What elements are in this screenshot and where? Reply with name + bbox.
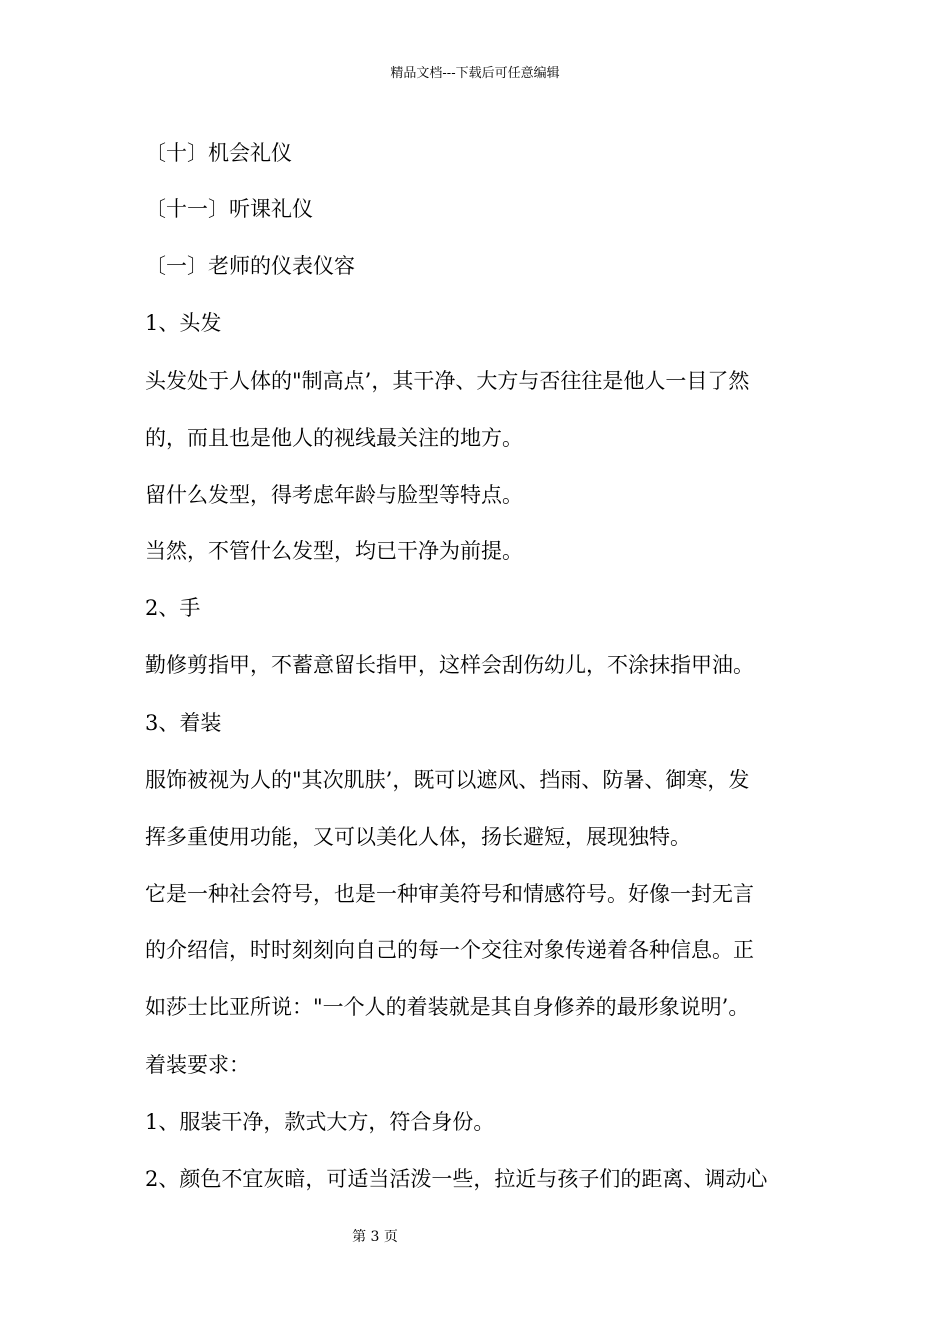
paragraph-line: 的，而且也是他人的视线最关注的地方。 xyxy=(145,426,523,450)
subheading-hands: 2、手 xyxy=(145,596,201,620)
list-item: 2、颜色不宜灰暗，可适当活泼一些，拉近与孩子们的距离、调动心 xyxy=(145,1167,768,1191)
page-header: 精品文档---下载后可任意编辑 xyxy=(390,66,560,81)
paragraph-line: 头发处于人体的"制高点’，其干净、大方与否往往是他人一目了然 xyxy=(145,369,750,393)
section-heading-teacher-appearance: 〔一〕老师的仪表仪容 xyxy=(145,254,355,278)
paragraph-line: 服饰被视为人的"其次肌肤’，既可以遮风、挡雨、防暑、御寒，发 xyxy=(145,768,750,792)
page-number: 第 3 页 xyxy=(352,1229,398,1245)
paragraph-line: 它是一种社会符号，也是一种审美符号和情感符号。好像一封无言 xyxy=(145,882,754,906)
section-heading-lecture-etiquette: 〔十一〕听课礼仪 xyxy=(145,197,313,221)
section-heading-opportunity-etiquette: 〔十〕机会礼仪 xyxy=(145,141,292,165)
paragraph-line: 留什么发型，得考虑年龄与脸型等特点。 xyxy=(145,483,523,507)
subheading-clothing: 3、着装 xyxy=(145,711,222,735)
paragraph-line: 的介绍信，时时刻刻向自己的每一个交往对象传递着各种信息。正 xyxy=(145,938,754,962)
list-item: 1、服装干净，款式大方，符合身份。 xyxy=(145,1110,495,1134)
paragraph-line: 当然，不管什么发型，均已干净为前提。 xyxy=(145,539,523,563)
subheading-clothing-requirements: 着装要求： xyxy=(145,1053,250,1077)
paragraph-line: 勤修剪指甲，不蓄意留长指甲，这样会刮伤幼儿，不涂抹指甲油。 xyxy=(145,653,754,677)
subheading-hair: 1、头发 xyxy=(145,311,222,335)
paragraph-line: 如莎士比亚所说："一个人的着装就是其自身修养的最形象说明’。 xyxy=(145,995,750,1019)
paragraph-line: 挥多重使用功能，又可以美化人体，扬长避短，展现独特。 xyxy=(145,825,691,849)
